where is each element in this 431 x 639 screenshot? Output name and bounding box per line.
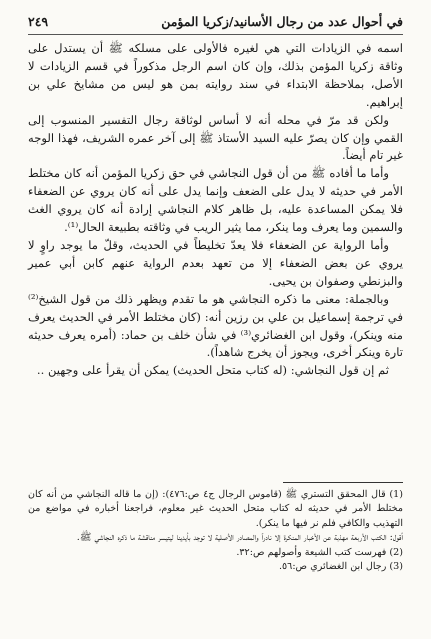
paragraph: ولكن قد مرّ في محله أنه لا أساس لوثاقة رجال التفسير المنسوب إلى القمي وإن كان يصرّ عليه السيد الأستاذ ﷺ إلى آخر عمره الشريف، فهذا الوجه غير تام أيضاً. bbox=[28, 112, 403, 163]
footnotes bbox=[28, 488, 403, 574]
header-rule bbox=[28, 34, 403, 35]
footnote-rule bbox=[283, 482, 403, 483]
footnote: أقول: الكتب الأربعة مهذبة عن الأخبار المنكرة إلا نادراً والمصادر الأصلية لا توجد بأيدينا ليتيسر مناقشة ما ذكره النجاشي ﷺ. bbox=[76, 532, 403, 544]
paragraph: وبالجملة: معنى ما ذكره النجاشي هو ما تقدم ويظهر ذلك من قول الشيخ⁽²⁾ في ترجمة إسماعيل بن علي بن رزين أنه: (كان مختلط الأمر في الحديث يعرف منه وينكر)، وقول ابن الغضائري⁽³⁾ في شأن خلف بن حماد: (أمره يعرف حديثه تارة وينكر أخرى، ويجوز أن يخرج شاهداً). bbox=[28, 291, 403, 360]
page-number: ٢٤٩ bbox=[28, 14, 49, 29]
footnote: (2) فهرست كتب الشيعة وأصولهم ص:٣٢. bbox=[236, 546, 403, 558]
header-title: في أحوال عدد من رجال الأسانيد/زكريا المؤمن bbox=[161, 14, 403, 29]
footnote: (3) رجال ابن الغضائري ص:٥٦. bbox=[278, 561, 403, 573]
paragraph: وأما ما أفاده ﷺ من أن قول النجاشي في حق زكريا المؤمن أنه كان مختلط الأمر في حديثه لا يدل على الضعف وإنما يدل على أنه كان يروي عن الضعفاء فلا يمكن المساعدة عليه، بل ظاهر كلام النجاشي إرادة أنه كان يروي الغث والسمين وما يعرف وما ينكر، مما يثير الريب في وثاقته بطبيعة الحال⁽¹⁾. bbox=[28, 166, 403, 235]
footnote: (1) قال المحقق التستري ﷺ (قاموس الرجال ج٤ ص:٤٧٦): (إن ما قاله النجاشي من أنه كان مختلط الأمر في حديثه له كتاب متحل الحديث غير معلوم، فراجعنا أخباره في مواضع من التهذيب والكافي فلم نر فيها ما ينكر). bbox=[28, 489, 403, 529]
body-text bbox=[28, 40, 403, 380]
paragraph: ثم إن قول النجاشي: (له كتاب متحل الحديث) يمكن أن يقرأ على وجهين .. bbox=[36, 363, 389, 378]
running-header bbox=[28, 14, 403, 34]
paragraph: اسمه في الزيادات التي هي لغيره فالأولى على مسلكه ﷺ أن يستدل على وثاقة زكريا المؤمن بذلك، وإن كان اسم الرجل مذكوراً في قسم الزيادات لا الأصل، بملاحظة الابتداء في سند روايته بمن هو ليس من مشايخ علي بن إبراهيم. bbox=[28, 41, 403, 109]
paragraph: وأما الرواية عن الضعفاء فلا يعدّ تخليطاً في الحديث، وقلّ ما يوجد راوٍ لا يروي عن بعض الضعفاء إلا من تعهد بعدم الرواية عنهم كابن أبي عمير والبزنطي وصفوان بن يحيى. bbox=[28, 237, 403, 288]
